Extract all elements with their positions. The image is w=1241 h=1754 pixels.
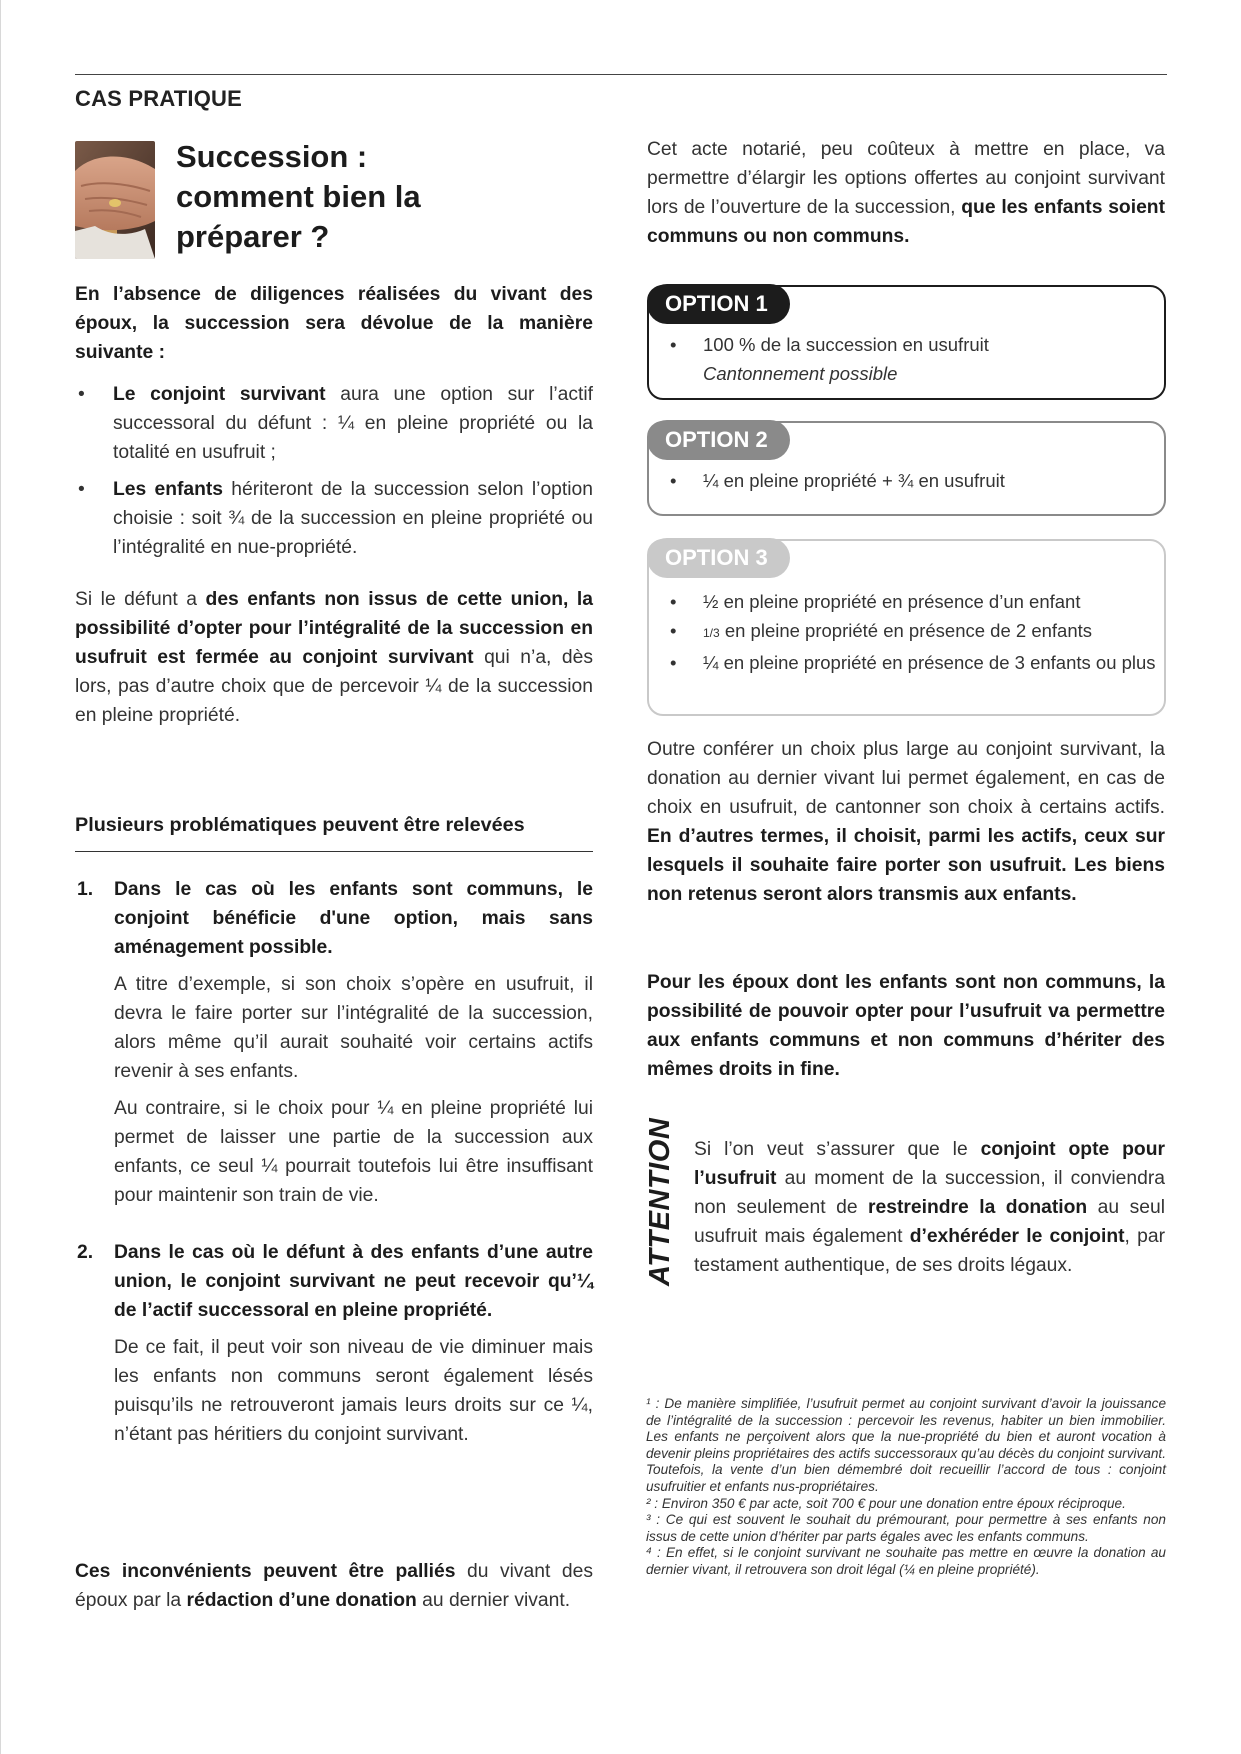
page-title: Succession : comment bien la préparer ? [176, 139, 421, 254]
attention-label: ATTENTION [644, 1117, 676, 1286]
footnotes [646, 1396, 1166, 1579]
list-item: • ¼ en pleine propriété en présence de 3 enfants ou plus [667, 648, 1156, 677]
list-item: • ½ en pleine propriété en présence d’un enfant [667, 587, 1156, 616]
footnote: ³ : Ce qui est souvent le souhait du prémourant, pour permettre à ses enfants non issus de cette union d’hériter par parts égales avec les enfants communs. [646, 1512, 1166, 1544]
attention-paragraph: Si l’on veut s’assurer que le conjoint opte pour l’usufruit au moment de la succession, il conviendra non seulement de restreindre la donation au seul usufruit mais également d’exhéréder le conjoint, par testament authentique, de ses droits légaux. [694, 1139, 1165, 1276]
problems-heading: Plusieurs problématiques peuvent être relevées [75, 814, 525, 836]
list-item: 2. Dans le cas où le défunt à des enfants d’une autre union, le conjoint survivant ne peut recevoir qu’¼ de l’actif successoral en pleine propriété. De ce fait, il peut voir son niveau de vie diminuer mais les enfants non communs seront également lésés puisqu’ils ne retrouveront jamais leurs droits sur ce ¼, n’étant pas héritiers du conjoint survivant. [77, 1242, 593, 1445]
non-common-spouses-paragraph: Pour les époux dont les enfants sont non communs, la possibilité de pouvoir opter pour l’usufruit va permettre aux enfants communs et non communs d’hériter des mêmes droits in fine. [647, 972, 1165, 1080]
option-badge: OPTION 1 [647, 284, 790, 324]
list-item: • 100 % de la succession en usufruit Cantonnement possible [667, 330, 989, 388]
conclusion-paragraph: Ces inconvénients peuvent être palliés du vivant des époux par la rédaction d’une donation au dernier vivant. [75, 1561, 593, 1611]
hands-photo [75, 141, 155, 259]
intro-paragraph: En l’absence de diligences réalisées du vivant des époux, la succession sera dévolue de la manière suivante : [75, 284, 593, 363]
non-common-children-paragraph: Si le défunt a des enfants non issus de cette union, la possibilité d’opter pour l’intégralité de la succession en usufruit est fermée au conjoint survivant qui n’a, dès lors, pas d’autre choix que de percevoir ¼ de la succession en pleine propriété. [75, 589, 593, 726]
footnote: ¹ : De manière simplifiée, l’usufruit permet au conjoint survivant d’avoir la jouissance de l’intégralité de la succession : percevoir les revenus, habiter un bien immobilier. Les enfants ne perçoivent alors que la nue-propriété du bien et auront vocation à devenir pleins propriétaires des actifs successoraux qu’au décès du conjoint survivant. Toutefois, la vente d’un bien démembré doit recueillir l’accord de tous : conjoint usufruitier et enfants nus-propriétaires. [646, 1396, 1166, 1494]
heirs-list [75, 380, 593, 570]
option-3-box [647, 539, 1166, 716]
option-badge: OPTION 2 [647, 420, 790, 460]
option-badge: OPTION 3 [647, 538, 790, 578]
option-1-box [647, 285, 1166, 400]
broader-choice-paragraph: Outre conférer un choix plus large au conjoint survivant, la donation au dernier vivant lui permet également, en cas de choix en usufruit, de cantonner son choix à certains actifs. En d’autres termes, il choisit, parmi les actifs, ceux sur lesquels il souhaite faire porter son usufruit. Les biens non retenus seront alors transmis aux enfants. [647, 739, 1165, 905]
footnote: ⁴ : En effet, si le conjoint survivant ne souhaite pas mettre en œuvre la donation au dernier vivant, il retrouvera son droit légal (¼ en pleine propriété). [646, 1545, 1166, 1577]
notarial-act-paragraph: Cet acte notarié, peu coûteux à mettre en place, va permettre d’élargir les options offertes au conjoint survivant lors de l’ouverture de la succession, que les enfants soient communs ou non communs. [647, 139, 1165, 247]
list-item: • ¼ en pleine propriété + ¾ en usufruit [667, 466, 1005, 495]
heading-rule [75, 851, 593, 852]
footnote: ² : Environ 350 € par acte, soit 700 € pour une donation entre époux réciproque. [646, 1495, 1126, 1511]
list-item: • 1/3 en pleine propriété en présence de 2 enfants [667, 616, 1156, 648]
problems-list [75, 875, 593, 1457]
page-edge [0, 0, 1, 1754]
section-label: CAS PRATIQUE [75, 86, 243, 111]
top-rule [75, 74, 1167, 75]
list-item: 1. Dans le cas où les enfants sont communs, le conjoint bénéficie d'une option, mais sans aménagement possible. A titre d’exemple, si son choix s’opère en usufruit, il devra le faire porter sur l’intégralité de la succession, alors même qu’il aurait souhaité voir certains actifs revenir à ses enfants. Au contraire, si le choix pour ¼ en pleine propriété lui permet de laisser une partie de la succession aux enfants, ce seul ¼ pourrait toutefois lui être insuffisant pour maintenir son train de vie. [77, 879, 593, 1206]
list-item: • Les enfants hériteront de la succession selon l’option choisie : soit ¾ de la succession en pleine propriété ou l’intégralité en nue-propriété. [75, 475, 593, 562]
option-2-box [647, 421, 1166, 516]
list-item: • Le conjoint survivant aura une option sur l’actif successoral du défunt : ¼ en pleine propriété ou la totalité en usufruit ; [75, 380, 593, 467]
